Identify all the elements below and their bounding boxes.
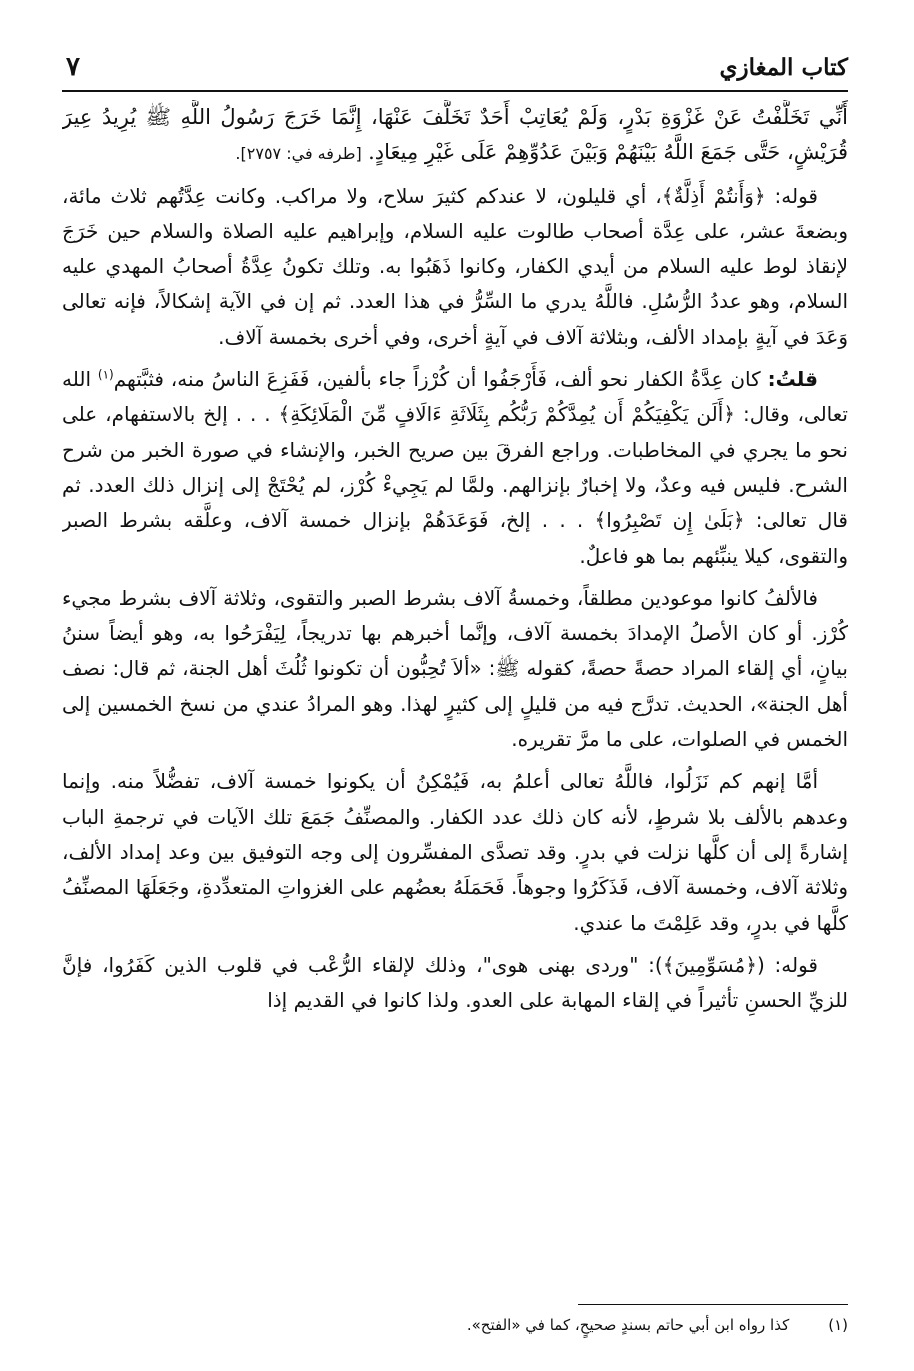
lead-word: قلتُ: bbox=[767, 367, 819, 392]
commentary-paragraph-4: أمَّا إنهم كم نَزَلُوا، فاللَّهُ تعالى أعلمُ به، فَيُمْكِنُ أن يكونوا خمسة آلاف، تفضُّلاً منه. وإنما وعدهم بالألف بلا شرطٍ، لأنه كان ذلك عدد الكفار. والمصنِّفُ جَمَعَ تلك الآيات في ترجمةِ الباب إشارةً إلى أن كلَّها نزلت في بدرٍ. وقد تصدَّى المفسِّرون إلى وجه التوفيق بين وعد إمداد الألف، وثلاثة آلاف، وخمسة آلاف، فَذَكَرُوا وجوهاً. فَحَمَلَهُ بعضُهم على الغزواتِ المتعدِّدةِ، وجَعَلَهَا المصنِّفُ كلَّها في بدرٍ، وقد عَلِمْتَ ما عندي. bbox=[62, 769, 848, 935]
paragraph-text: الله تعالى، وقال: ﴿أَلَن يَكْفِيَكُمْ أَن يُمِدَّكُمْ رَبُّكُم بِثَلَاثَةِ ءَالَافٍ مِّنَ الْمَلَائِكَةِ﴾ . . . إلخ بالاستفهام، على نحو ما يجري في المخاطبات. وراجع الفرقَ بين صريح الخبر، والإنشاء في صورة الخبر من شرح الشرح. فليس فيه وعدٌ، ولا إخبارٌ بإنزالهم. ولمَّا لم يَجِيءْ كُرْز، لم يُحْتَجْ إلى إنزال ذلك العدد. ثم قال تعالى: ﴿بَلَىٰ إِن تَصْبِرُوا﴾ . . . إلخ، فَوَعَدَهُمْ بإنزال خمسة آلاف، وعلَّقه بشرط الصبر والتقوى، كيلا ينبِّئهم بما هو فاعلٌ. bbox=[62, 367, 848, 568]
page-number: ٧ bbox=[66, 52, 80, 82]
footnote-divider bbox=[578, 1304, 848, 1305]
commentary-paragraph-1: قوله: ﴿وَأَنتُمْ أَذِلَّةٌ﴾، أي قليلون، لا عندكم كثيرَ سلاح، ولا مراكب. وكانت عِدَّتُهم ثلاث مائة، وبضعةَ عشر، على عِدَّة أصحاب طالوت عليه السلام، وإبراهيم عليه الصلاة والسلام حين خَرَجَ لإنقاذ لوط عليه السلام من أيدي الكفار، وكانوا ذَهَبُوا به. وتلك تكونُ عِدَّةُ أصحابُ المهدي عليه السلام، وهو عددُ الرُّسُلِ. فاللَّهُ يدري ما السِّرُّ في هذا العدد. ثم إن في الآية إشكالاً، فإنه تعالى وَعَدَ في آيةٍ بإمداد الألف، وبثلاثة آلاف في آيةٍ أخرى، وفي أخرى بخمسة آلاف. bbox=[62, 183, 848, 349]
page-header bbox=[62, 50, 848, 92]
main-text bbox=[62, 100, 848, 1270]
commentary-paragraph-2 bbox=[62, 362, 848, 574]
hadith-text: أَنِّي تَخَلَّفْتُ عَنْ غَزْوَةِ بَدْرٍ، وَلَمْ يُعَاتِبْ أَحَدٌ تَخَلَّفَ عَنْهَا، إِنَّمَا خَرَجَ رَسُولُ اللَّهِ ﷺ يُرِيدُ عِيرَ قُرَيْشٍ، حَتَّى جَمَعَ اللَّهُ بَيْنَهُمْ وَبَيْنَ عَدُوِّهِمْ عَلَى غَيْرِ مِيعَادٍ. bbox=[62, 105, 848, 165]
footnote-number: (١) bbox=[828, 1316, 848, 1334]
running-title: كتاب المغازي bbox=[719, 54, 848, 81]
hadith-paragraph bbox=[62, 100, 848, 172]
cross-reference: [طرفه في: ٢٧٥٧]. bbox=[235, 144, 362, 164]
footnote-marker: (١) bbox=[97, 367, 114, 382]
footnote bbox=[62, 1312, 848, 1338]
paragraph-text: كان عِدَّةُ الكفار نحو ألف، فَأَرْجَفُوا أن كُرْزاً جاء بألفين، فَفَزِعَ الناسُ منه، فثبَّتهم bbox=[113, 367, 761, 392]
commentary-paragraph-5: قوله: (﴿مُسَوِّمِينَ﴾): "وردى بهنى هوى"، وذلك لإلقاء الرُّعْب في قلوب الذين كَفَرُوا، فإنَّ للزيِّ الحسنِ تأثيراً في إلقاء المهابة على العدو. ولذا كانوا في القديم إذا bbox=[62, 952, 848, 1013]
footnote-text: كذا رواه ابن أبي حاتم بسندٍ صحيحٍ، كما في «الفتح». bbox=[466, 1316, 790, 1334]
commentary-paragraph-3: فالألفُ كانوا موعودين مطلقاً، وخمسةُ آلاف بشرط الصبر والتقوى، وثلاثة آلاف بشرط مجيء كُرْز. أو كان الأصلُ الإمدادَ بخمسة آلاف، وإنَّما أخبرهم بها تدريجاً، لِيَفْرَحُوا به، وهو أيضاً سننُ بيانٍ، أي إلقاء المراد حصةً حصةً، كقوله ﷺ: «ألاَ تُحِبُّون أن تكونوا ثُلُثَ أهل الجنة، ثم قال: نصف أهل الجنة»، الحديث. تدرَّج فيه من قليلٍ إلى كثيرٍ لهذا. وهو المرادُ عندي من نسخ الخمسين إلى الخمس في الصلوات، على ما مرَّ تقريره. bbox=[62, 585, 848, 752]
